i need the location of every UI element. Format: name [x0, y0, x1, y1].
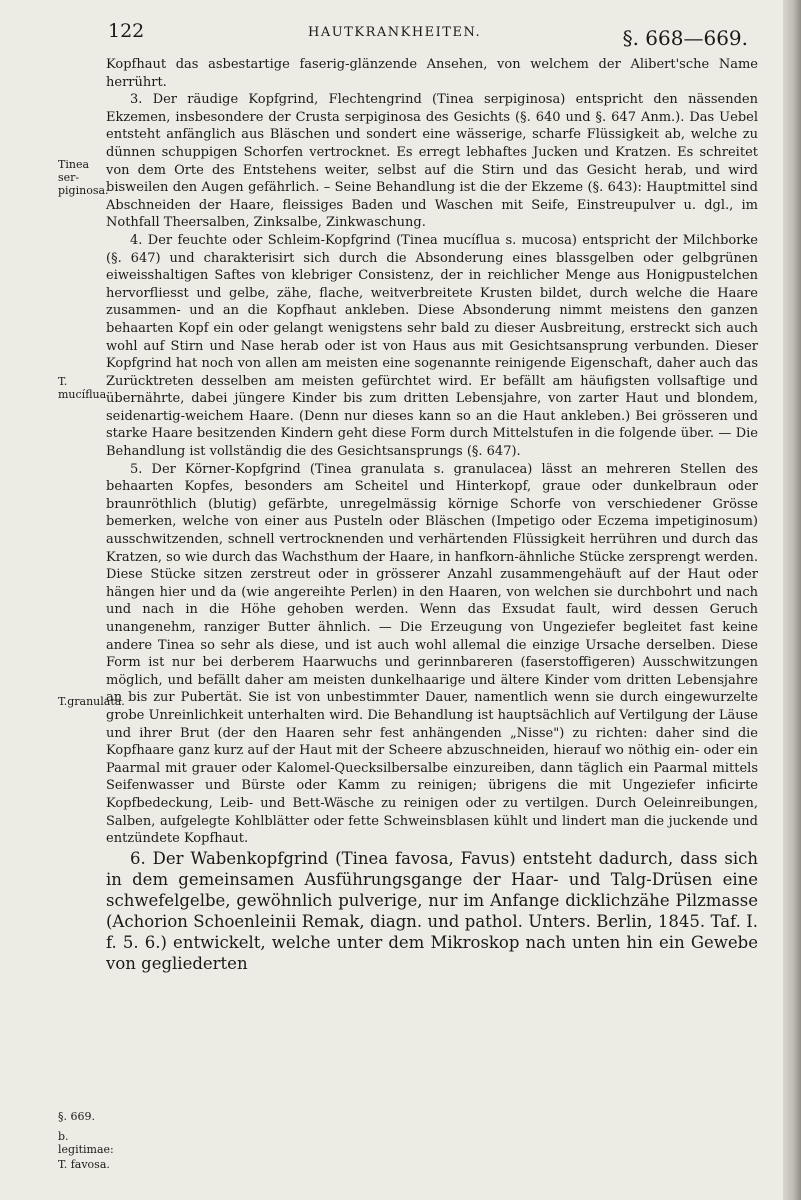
page-edge: [783, 0, 801, 1200]
paragraph-continuation: Kopfhaut das asbestartige faserig-glänzende Ansehen, von welchem der Alibert'sche Name herrührt.: [106, 57, 758, 90]
margin-note-tinea-serpiginosa: Tinea ser-piginosa.: [58, 158, 109, 197]
margin-note-tinea-favosa: T. favosa.: [58, 1158, 110, 1171]
paragraph-tinea-serpiginosa: 3. Der räudige Kopfgrind, Flechtengrind (Tinea serpiginosa) entspricht den nässenden Ekzemen, insbesondere der Crusta serpiginosa des Gesichts (§. 640 und §. 647 Anm.). Das Uebel entsteht anfänglich aus Bläschen und sondert eine wässerige, scharfe Flüssigkeit ab, welche zu dünnen schuppigen Schorfen vertrocknet. Es erregt lebhaftes Jucken und Kratzen. Es schreitet von dem Orte des Entstehens weiter, selbst auf die Stirn und das Gesicht herab, und wird bisweilen den Augen gefährlich. – Seine Behandlung ist die der Ekzeme (§. 643): Hauptmittel sind Abschneiden der Haare, fleissiges Baden und Waschen mit Seife, Einstreupulver u. dgl., im Nothfall Theersalben, Zinksalbe, Zinkwaschung.: [106, 92, 758, 231]
paragraph-tinea-muciflua: 4. Der feuchte oder Schleim-Kopfgrind (Tinea mucíflua s. mucosa) entspricht der Milchborke (§. 647) und charakterisirt sich durch die Absonderung eines blassgelben oder gelbgrünen eiweisshaltigen Saftes von klebriger Consistenz, der in reichlicher Menge aus Honigpustelchen hervorfliesst und gelbe, zähe, flache, weitverbreitete Krusten bildet, durch welche die Haare zusammen- und an die Kopfhaut ankleben. Diese Absonderung nimmt meistens den ganzen behaarten Kopf ein oder gelangt wenigstens sehr bald zu dieser Ausbreitung, erstreckt sich auch wohl auf Stirn und Nase herab oder ist von Haus aus mit Gesichtsansprung verbunden. Dieser Kopfgrind hat noch von allen am meisten eine sogenannte reinigende Eigenschaft, daher auch das Zurücktreten desselben am meisten gefürchtet wird. Er befällt am häufigsten vollsaftige und übernährte, dabei jüngere Kinder bis zum dritten Lebensjahre, von zarter Haut und blondem, seidenartig-weichem Haare. (Denn nur dieses kann so an die Haut ankleben.) Bei grösseren und starke Haare besitzenden Kindern geht diese Form durch Mittelstufen in die folgende über. — Die Behandlung ist vollständig die des Gesichtsansprungs (§. 647).: [106, 232, 758, 460]
page-header: [108, 20, 748, 52]
margin-note-tinea-granulata: T.granulata.: [58, 695, 125, 708]
running-title: HAUTKRANKHEITEN.: [308, 25, 482, 40]
page-number: 122: [108, 20, 145, 42]
margin-note-tinea-muciflua: T. mucíflua.: [58, 375, 110, 401]
margin-note-section-669: §. 669.: [58, 1110, 95, 1123]
paragraph-tinea-granulata: 5. Der Körner-Kopfgrind (Tinea granulata s. granulacea) lässt an mehreren Stellen des behaarten Kopfes, besonders am Scheitel und Hinterkopf, graue oder dunkelbraun oder braunröthlich (blutig) gefärbte, unregelmässig körnige Schorfe von verschiedener Grösse bemerken, welche von einer aus Pusteln oder Bläschen (Impetigo oder Eczema impetiginosum) ausschwitzenden, schnell vertrocknenden und verhärtenden Flüssigkeit herrühren und durch das Kratzen, so wie durch das Wachsthum der Haare, in hanfkorn-ähnliche Stücke zersprengt werden. Diese Stücke sitzen zerstreut oder in grösserer Anzahl zusammengehäuft auf der Haut oder hängen hier und da (wie angereihte Perlen) in den Haaren, von welchen sie durchbohrt und nach und nach in die Höhe gehoben werden. Wenn das Exsudat fault, wird dessen Geruch unangenehm, ranziger Butter ähnlich. — Die Erzeugung von Ungeziefer begleitet fast keine andere Tinea so sehr als diese, und ist auch wohl allemal die einzige Ursache derselben. Diese Form ist nur bei derberem Haarwuchs und gerinnbareren (faserstoffigeren) Ausschwitzungen möglich, und befällt daher am meisten dunkelhaarige und ältere Kinder vom dritten Lebensjahre an bis zur Pubertät. Sie ist von unbestimmter Dauer, namentlich wenn sie durch eingewurzelte grobe Unreinlichkeit unterhalten wird. Die Behandlung ist hauptsächlich auf Vertilgung der Läuse und ihrer Brut (der den Haaren sehr fest anhängenden „Nisse") zu richten: daher sind die Kopfhaare ganz kurz auf der Haut mit der Scheere abzuschneiden, hierauf wo nöthig ein- oder ein Paarmal mit grauer oder Kalomel-Quecksilbersalbe einzureiben, dann täglich ein Paarmal mittels Seifenwasser und Bürste oder Kamm zu reinigen; übrigens die mit Ungeziefer inficirte Kopfbedeckung, Leib- und Bett-Wäsche zu reinigen oder zu vertilgen. Durch Oeleinreibungen, Salben, aufgelegte Kohlblätter oder fette Schweinsblasen kühlt und lindert man die juckende und entzündete Kopfhaut.: [106, 461, 758, 847]
margin-note-legitimae: b. legitimae:: [58, 1130, 114, 1156]
paragraph-tinea-favosa: 6. Der Wabenkopfgrind (Tinea favosa, Favus) entsteht dadurch, dass sich in dem gemeinsamen Ausführungsgange der Haar- und Talg-Drüsen eine schwefelgelbe, gewöhnlich pulverige, nur im Anfange dicklichzähe Pilzmasse (Achorion Schoenleinii Remak, diagn. und pathol. Unters. Berlin, 1845. Taf. I. f. 5. 6.) entwickelt, welche unter dem Mikroskop nach unten hin ein Gewebe von gegliederten: [106, 848, 758, 973]
section-range: §. 668—669.: [622, 26, 748, 50]
body-text: [106, 56, 758, 974]
